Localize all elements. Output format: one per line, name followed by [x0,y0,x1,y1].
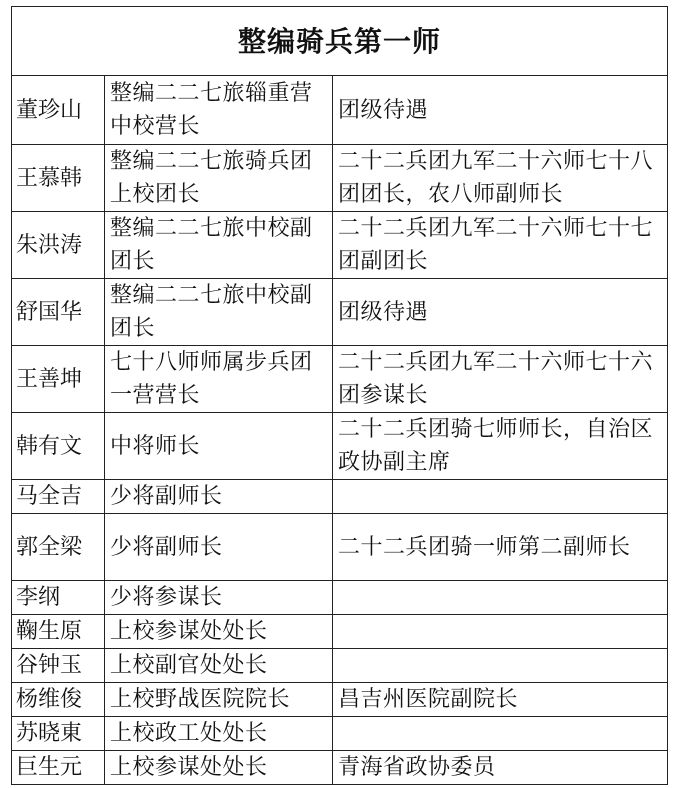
roster-sheet [11,6,667,785]
later-cell: 二十二兵团骑七师师长，自治区政协副主席 [333,413,668,480]
name-cell: 董珍山 [12,76,105,145]
table-row [12,683,668,717]
table-row [12,212,668,279]
later-cell [333,615,668,649]
post-cell: 整编二二七旅辎重营中校营长 [105,76,333,145]
post-cell: 整编二二七旅骑兵团上校团长 [105,145,333,212]
table-row [12,581,668,615]
later-cell [333,480,668,514]
name-cell: 王慕韩 [12,145,105,212]
table-row [12,480,668,514]
post-cell: 上校参谋处处长 [105,615,333,649]
post-cell: 整编二二七旅中校副团长 [105,212,333,279]
later-cell [333,717,668,751]
name-cell: 马全吉 [12,480,105,514]
later-cell: 二十二兵团九军二十六师七十六团参谋长 [333,346,668,413]
later-cell: 团级待遇 [333,76,668,145]
name-cell: 王善坤 [12,346,105,413]
name-cell: 巨生元 [12,751,105,785]
name-cell: 谷钟玉 [12,649,105,683]
later-cell: 二十二兵团骑一师第二副师长 [333,514,668,581]
post-cell: 上校参谋处处长 [105,751,333,785]
table-row [12,615,668,649]
later-cell: 昌吉州医院副院长 [333,683,668,717]
table-row [12,649,668,683]
post-cell: 少将副师长 [105,514,333,581]
post-cell: 上校政工处处长 [105,717,333,751]
table-row [12,751,668,785]
table-row [12,76,668,145]
post-cell: 七十八师师属步兵团一营营长 [105,346,333,413]
name-cell: 韩有文 [12,413,105,480]
name-cell: 杨维俊 [12,683,105,717]
name-cell: 郭全梁 [12,514,105,581]
later-cell: 二十二兵团九军二十六师七十七团副团长 [333,212,668,279]
roster-table [11,6,668,785]
post-cell: 中将师长 [105,413,333,480]
table-row [12,279,668,346]
name-cell: 朱洪涛 [12,212,105,279]
name-cell: 苏晓東 [12,717,105,751]
table-row [12,145,668,212]
post-cell: 少将参谋长 [105,581,333,615]
later-cell [333,649,668,683]
table-row [12,514,668,581]
name-cell: 鞠生原 [12,615,105,649]
name-cell: 舒国华 [12,279,105,346]
table-row [12,413,668,480]
table-row [12,717,668,751]
later-cell: 团级待遇 [333,279,668,346]
table-title: 整编骑兵第一师 [12,7,668,76]
title-row [12,7,668,76]
post-cell: 上校副官处处长 [105,649,333,683]
later-cell: 青海省政协委员 [333,751,668,785]
post-cell: 少将副师长 [105,480,333,514]
later-cell [333,581,668,615]
post-cell: 上校野战医院院长 [105,683,333,717]
name-cell: 李纲 [12,581,105,615]
later-cell: 二十二兵团九军二十六师七十八团团长，农八师副师长 [333,145,668,212]
post-cell: 整编二二七旅中校副团长 [105,279,333,346]
table-row [12,346,668,413]
